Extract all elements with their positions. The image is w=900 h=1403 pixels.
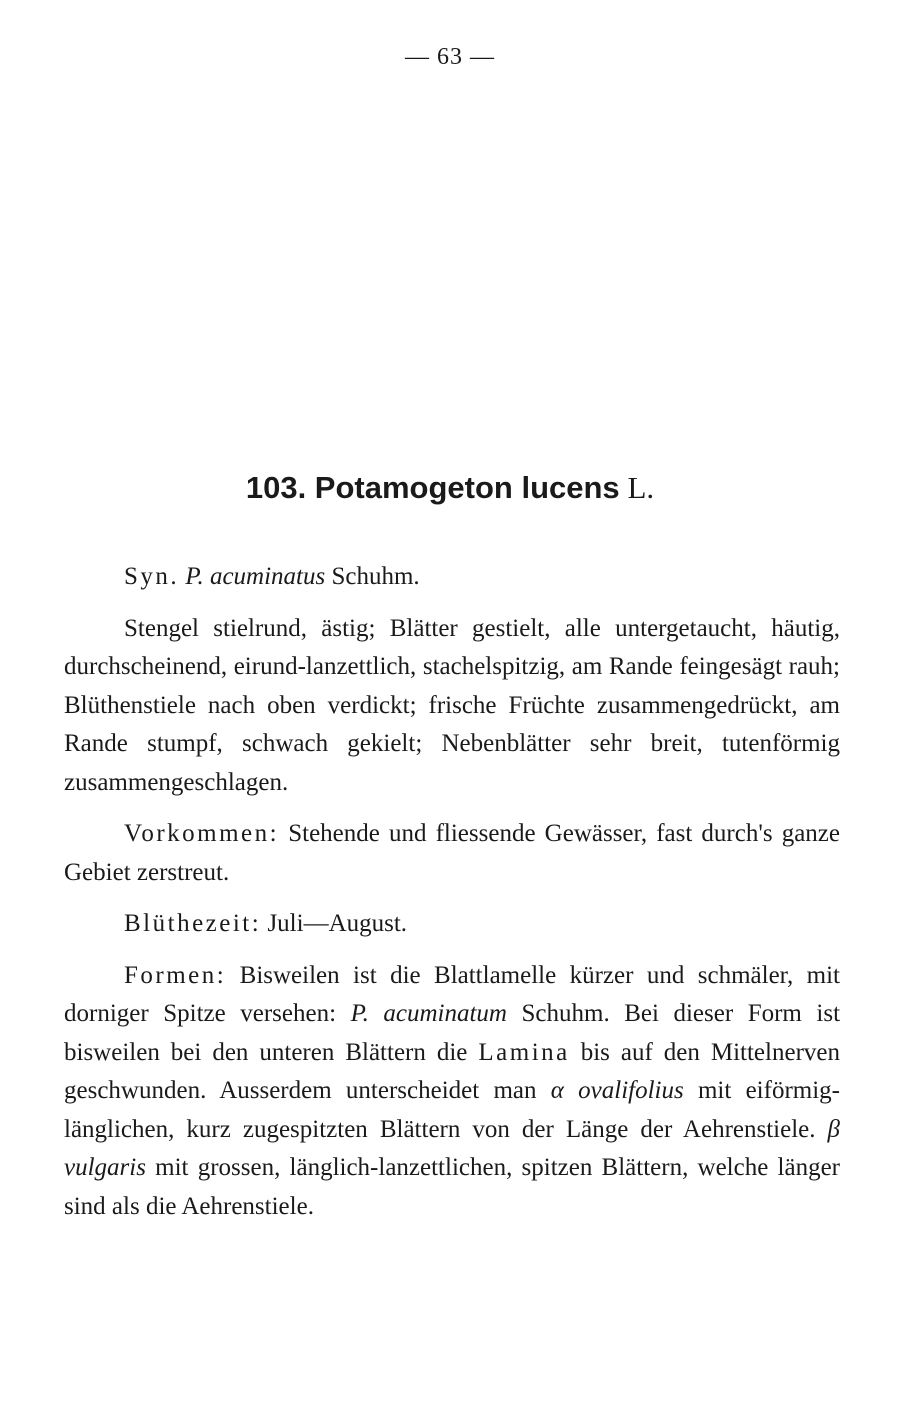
- synonym-paragraph: [64, 558, 840, 597]
- page-number: — 63 —: [405, 44, 495, 70]
- occurrence-text: Stehende und fliessende Gewässer, fast durch's ganze Gebiet zerstreut.: [64, 820, 840, 886]
- forms-lamina: Lamina: [478, 1038, 570, 1066]
- synonym-author: Schuhm.: [331, 563, 420, 590]
- flowering-paragraph: [64, 905, 840, 944]
- forms-label: Formen:: [124, 961, 227, 989]
- species-author: L.: [627, 470, 655, 505]
- body-text: [64, 558, 840, 1239]
- forms-text-4: mit eiförmig-länglichen, kurz zugespitzten Blättern von der Länge der Aehrenstiele.: [64, 1077, 840, 1143]
- description-paragraph: Stengel stielrund, ästig; Blätter gestielt, alle untergetaucht, häutig, durchscheinend, eirund-lanzettlich, stachelspitzig, am Rande feingesägt rauh; Blüthenstiele nach oben verdickt; frische Früchte zusammengedrückt, am Rande stumpf, schwach gekielt; Nebenblätter sehr breit, tutenförmig zusammengeschlagen.: [64, 614, 840, 796]
- forms-taxon-vulgaris: β vulgaris: [64, 1115, 840, 1181]
- synonym-name: P. acuminatus: [185, 563, 326, 590]
- species-name: 103. Potamogeton lucens: [245, 470, 620, 505]
- synonym-label: Syn.: [124, 563, 180, 590]
- species-heading: [0, 470, 900, 506]
- flowering-label: Blüthezeit:: [124, 910, 262, 937]
- forms-taxon-ovalifolius: α ovalifolius: [550, 1077, 684, 1104]
- forms-paragraph: [64, 957, 840, 1227]
- forms-taxon-acuminatum: P. acuminatum: [350, 1000, 507, 1027]
- forms-text-5: mit grossen, länglich-lanzettlichen, spitzen Blättern, welche länger sind als die Aehrenstiele.: [64, 1154, 840, 1220]
- flowering-text: Juli—August.: [267, 910, 408, 937]
- forms-text-3: bis auf den Mittelnerven geschwunden. Ausserdem unterscheidet man: [64, 1038, 840, 1104]
- occurrence-paragraph: [64, 815, 840, 892]
- occurrence-label: Vorkommen:: [124, 820, 280, 847]
- forms-text-2: Schuhm. Bei dieser Form ist bisweilen bei den unteren Blättern die: [64, 1000, 841, 1066]
- forms-text-1: Bisweilen ist die Blattlamelle kürzer und schmäler, mit dorniger Spitze versehen:: [64, 961, 841, 1027]
